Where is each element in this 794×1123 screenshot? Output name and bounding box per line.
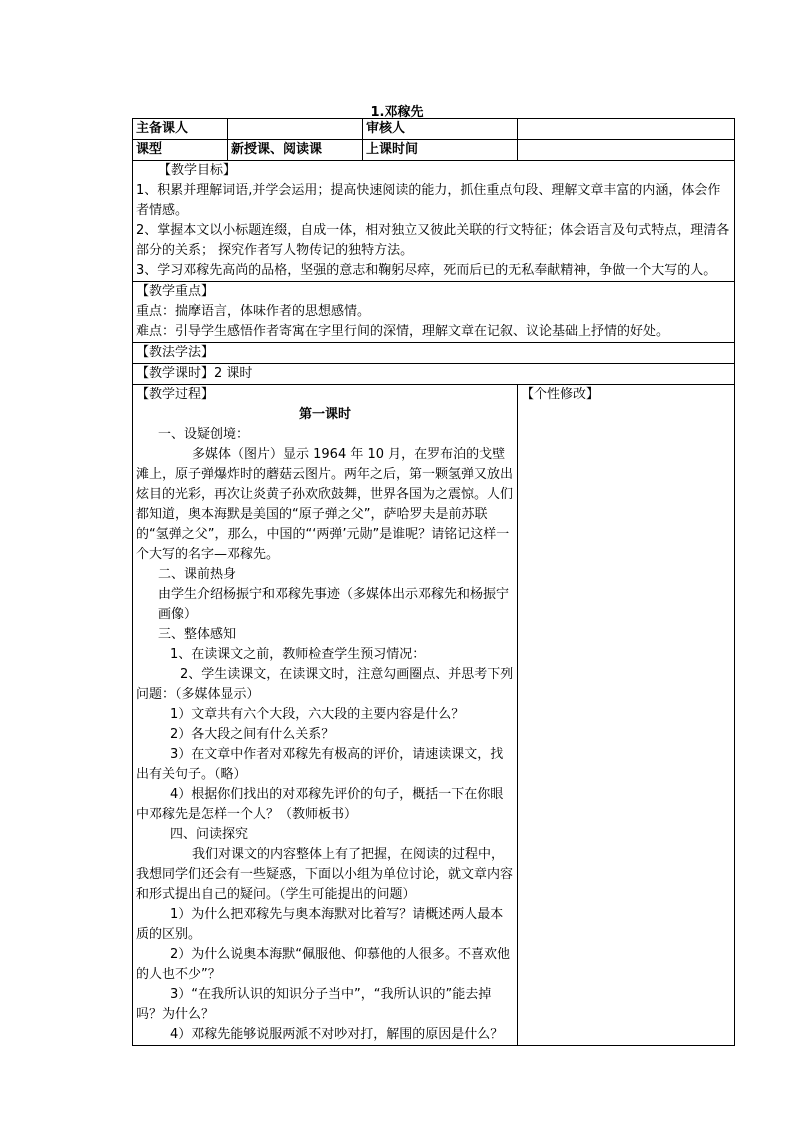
goals-row xyxy=(133,161,735,282)
preparer-value xyxy=(228,119,363,140)
header-row-1 xyxy=(133,119,735,140)
teaching-goals xyxy=(133,161,735,282)
teaching-focus xyxy=(133,282,735,343)
section-3-title: 三、整体感知 xyxy=(158,627,237,642)
lesson-title: 第一课时 xyxy=(298,407,351,422)
focus-heading: 【教学重点】 xyxy=(136,284,215,299)
personal-edits-heading: 【个性修改】 xyxy=(521,387,600,402)
document-title: 1.邓稼先 xyxy=(370,105,424,120)
class-time-value xyxy=(518,140,735,161)
lesson-type-value: 新授课、阅读课 xyxy=(228,140,363,161)
focus-difficulty: 难点：引导学生感悟作者寄寓在字里行间的深情，理解文章在记叙、议论基础上抒情的好处。 xyxy=(136,324,670,339)
problem-2: 2）为什么说奥本海默“佩服他、仰慕他的人很多。不喜欢他的人也不少”？ xyxy=(136,947,511,982)
teaching-hours xyxy=(133,364,735,385)
reviewer-value xyxy=(518,119,735,140)
lesson-plan-table xyxy=(132,118,735,1046)
goal-item-3: 3、学习邓稼先高尚的品格，坚强的意志和鞠躬尽瘁，死而后已的无私奉献精神，争做一个大写的人。 xyxy=(136,263,717,278)
question-1: 1）文章共有六个大段，六大段的主要内容是什么？ xyxy=(170,707,465,722)
question-4: 4）根据你们找出的对邓稼先评价的句子，概括一下在你眼中邓稼先是怎样一个人？（教师板书） xyxy=(136,787,504,822)
preparer-label: 主备课人 xyxy=(133,119,228,140)
question-3: 3）在文章中作者对邓稼先有极高的评价，请速读课文，找出有关句子。（略） xyxy=(136,747,504,782)
section-3-step-2: 2、学生读课文，在读课文时，注意勾画圈点、并思考下列问题：（多媒体显示） xyxy=(136,667,514,702)
teaching-process xyxy=(133,385,518,1046)
goal-item-2: 2、掌握本文以小标题连缀，自成一体，相对独立又彼此关联的行文特征；体会语言及句式特点，理清各部分的关系； 探究作者写人物传记的独特方法。 xyxy=(136,223,730,258)
goals-heading: 【教学目标】 xyxy=(158,163,237,178)
methods-row xyxy=(133,343,735,364)
lesson-type-label: 课型 xyxy=(133,140,228,161)
hours-heading: 【教学课时】 xyxy=(136,366,215,381)
personal-edits xyxy=(518,385,735,1046)
focus-key: 重点：揣摩语言，体味作者的思想感情。 xyxy=(136,304,371,319)
section-2-title: 二、课前热身 xyxy=(158,567,237,582)
focus-row xyxy=(133,282,735,343)
hours-value: 2 课时 xyxy=(214,366,253,381)
header-row-2 xyxy=(133,140,735,161)
section-1-title: 一、设疑创境： xyxy=(158,427,250,442)
problem-3: 3）“在我所认识的知识分子当中”，“我所认识的”能去掉吗？为什么？ xyxy=(136,987,492,1022)
section-4-title: 四、问读探究 xyxy=(170,827,249,842)
hours-row xyxy=(133,364,735,385)
methods-heading: 【教法学法】 xyxy=(133,343,735,364)
problem-4: 4）邓稼先能够说服两派不对吵对打，解围的原因是什么？ xyxy=(170,1027,504,1042)
process-row xyxy=(133,385,735,1046)
question-2: 2）各大段之间有什么关系？ xyxy=(170,727,335,742)
reviewer-label: 审核人 xyxy=(363,119,518,140)
section-4-text: 我们对课文的内容整体上有了把握，在阅读的过程中，我想同学们还会有一些疑惑，下面以小组为单位讨论，就文章内容和形式提出自己的疑问。（学生可能提出的问题） xyxy=(136,847,514,902)
section-2-text: 由学生介绍杨振宁和邓稼先事迹（多媒体出示邓稼先和杨振宁画像） xyxy=(158,587,510,622)
section-3-step-1: 1、在读课文之前，教师检查学生预习情况： xyxy=(170,647,426,662)
problem-1: 1）为什么把邓稼先与奥本海默对比着写？请概述两人最本质的区别。 xyxy=(136,907,504,942)
section-1-text: 多媒体（图片）显示 1964 年 10 月，在罗布泊的戈壁滩上，原子弹爆炸时的蘑菇云图片。两年之后，第一颗氢弹又放出炫目的光彩，再次让炎黄子孙欢欣鼓舞，世界各国为之震惊。人们都知道，奥本海默是美国的“原子弹之父”，萨哈罗夫是前苏联的“氢弹之父”，那么，中国的“‘两弹’元勋”是谁呢？请铭记这样一个大写的名字—邓稼先。 xyxy=(136,447,514,562)
goal-item-1: 1、积累并理解词语,并学会运用；提高快速阅读的能力，抓住重点句段、理解文章丰富的内涵，体会作者情感。 xyxy=(136,183,721,218)
process-heading: 【教学过程】 xyxy=(136,387,215,402)
class-time-label: 上课时间 xyxy=(363,140,518,161)
